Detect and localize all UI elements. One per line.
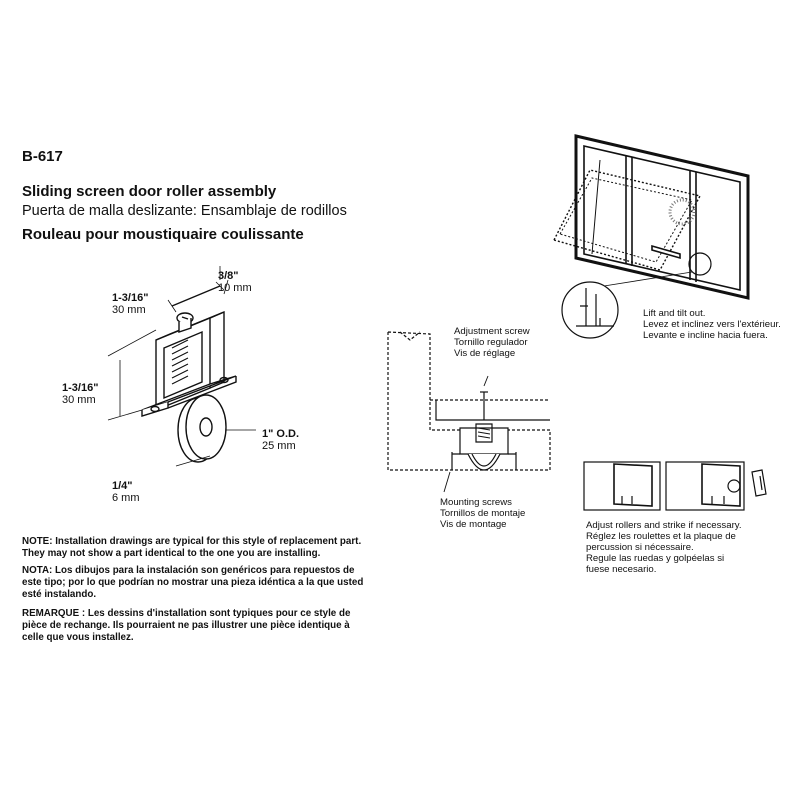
adjustment-screw-es: Tornillo regulador (454, 337, 528, 348)
dim-wheel-width (112, 480, 140, 504)
adjustment-screw-fr: Vis de réglage (454, 348, 516, 359)
step-lift-es: Levante e incline hacia fuera. (643, 330, 768, 341)
adjust-rollers-drawing (582, 456, 772, 516)
adjustment-screw-label (454, 326, 530, 359)
step-lift-fr: Levez et inclinez vers l'extérieur. (643, 319, 781, 330)
dim-wheel-width-imperial: 1/4" (112, 480, 133, 492)
dim-top-width-imperial: 3/8" (218, 270, 239, 282)
dim-top-width (218, 270, 252, 294)
dim-wheel-od-metric: 25 mm (262, 440, 296, 452)
step-adjust-fr-line2: percussion si nécessaire. (586, 542, 694, 553)
dim-side-height-imperial: 1-3/16" (62, 382, 99, 394)
mounting-screws-fr: Vis de montage (440, 519, 507, 530)
dim-wheel-od-imperial: 1" O.D. (262, 428, 300, 440)
dim-side-height-metric: 30 mm (62, 394, 96, 406)
step-adjust-en: Adjust rollers and strike if necessary. (586, 520, 742, 531)
step-adjust-es-line1: Regule las ruedas y golpéelas si (586, 553, 725, 564)
note-french: REMARQUE : Les dessins d'installation sont typiques pour ce style de pièce de rechange. Ils pourraient ne pas illustrer une pièce identique à celle que vous installez. (22, 608, 351, 643)
roller-assembly-drawing (60, 260, 320, 510)
step-lift-en: Lift and tilt out. (643, 308, 706, 319)
dim-top-width-metric: 10 mm (218, 282, 252, 294)
dim-wheel-width-metric: 6 mm (112, 492, 140, 504)
step-adjust-text (586, 520, 742, 575)
step-lift-text (643, 308, 781, 341)
dim-upper-height-metric: 30 mm (112, 304, 146, 316)
note-spanish: NOTA: Los dibujos para la instalación son genéricos para repuestos de este tipo; por lo que podrían no mostrar una pieza idéntica a la que usted esté instalando. (22, 565, 364, 600)
step-adjust-es-line2: fuese necesario. (586, 564, 657, 575)
mounting-screws-es: Tornillos de montaje (440, 508, 526, 519)
step-adjust-fr-line1: Réglez les roulettes et la plaque de (586, 531, 736, 542)
dim-upper-height-imperial: 1-3/16" (112, 292, 149, 304)
note-english: NOTE: Installation drawings are typical for this style of replacement part. They may not show a part identical to the one you are installing. (22, 536, 362, 559)
dim-upper-height (112, 292, 148, 316)
title-english: Sliding screen door roller assembly (22, 183, 277, 200)
mounting-screws-label (440, 497, 525, 530)
product-sku: B-617 (22, 148, 63, 165)
dim-side-height (62, 382, 98, 406)
title-spanish: Puerta de malla deslizante: Ensamblaje de rodillos (22, 203, 347, 219)
title-french: Rouleau pour moustiquaire coulissante (22, 226, 304, 243)
dim-wheel-od (262, 428, 299, 452)
mounting-screws-en: Mounting screws (440, 497, 512, 508)
adjustment-screw-en: Adjustment screw (454, 326, 530, 337)
